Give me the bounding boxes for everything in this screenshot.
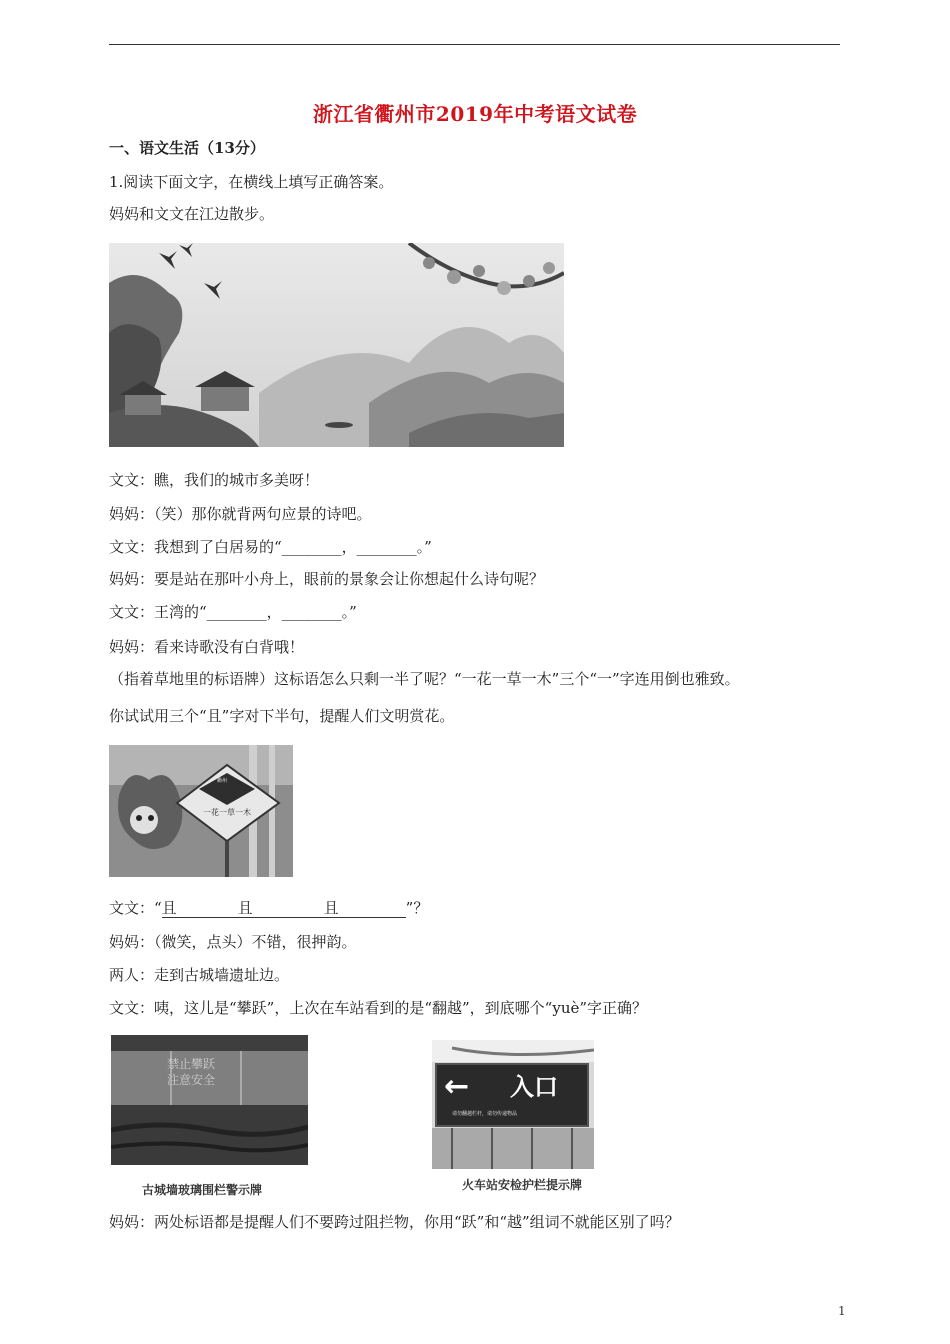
qie-answer-line	[109, 898, 428, 918]
wall-sign-line: 注意安全	[167, 1073, 216, 1087]
station-sign-small: 请勿翻越栏杆，请勿传递物品	[452, 1111, 518, 1117]
station-sign-main: 入口	[510, 1073, 558, 1101]
sign-text: 一花一草一木	[203, 808, 251, 817]
qie-blank-3: 且	[324, 899, 406, 918]
dialogue-line: 妈妈：要是站在那叶小舟上，眼前的景象会让你想起什么诗句呢？	[109, 570, 545, 588]
qie-blank-2: 且	[238, 899, 324, 918]
dialogue-line: 妈妈：两处标语都是提醒人们不要跨过阻拦物，你用“跃”和“越”组词不就能区别了吗？	[109, 1213, 680, 1231]
dialogue-line: 你试试用三个“且”字对下半句，提醒人们文明赏花。	[109, 707, 455, 725]
landscape-painting	[109, 243, 564, 447]
dialogue-line: 妈妈：看来诗歌没有白背哦！	[109, 638, 305, 656]
dialogue-line: 两人：走到古城墙遗址边。	[109, 966, 290, 984]
header-rule	[109, 44, 840, 45]
caption-city-wall: 古城墙玻璃围栏警示牌	[142, 1183, 263, 1197]
dialogue-line: 妈妈：（笑）那你就背两句应景的诗吧。	[109, 505, 372, 523]
qie-prefix: 文文：“	[109, 899, 162, 917]
intro-line: 妈妈和文文在江边散步。	[109, 205, 275, 223]
station-sign-photo	[432, 1040, 594, 1169]
caption-station: 火车站安检护栏提示牌	[462, 1178, 583, 1192]
sign-photo	[109, 745, 293, 877]
dialogue-line: 文文：我想到了白居易的“________，________。”	[109, 538, 432, 556]
wall-sign-line: 禁止攀跃	[167, 1057, 216, 1071]
dialogue-line: 文文：王湾的“________，________。”	[109, 603, 357, 621]
section-heading: 一、语文生活（13分）	[109, 139, 265, 157]
page-title: 浙江省衢州市2019年中考语文试卷	[312, 102, 638, 126]
sign-top-text: 衢州	[217, 778, 228, 784]
dialogue-line: 文文：瞧，我们的城市多美呀！	[109, 471, 320, 489]
arrow-left-icon: ←	[444, 1069, 470, 1104]
dialogue-line: 文文：咦，这儿是“攀跃”，上次在车站看到的是“翻越”，到底哪个“yuè”字正确？	[109, 999, 648, 1017]
dialogue-line: （指着草地里的标语牌）这标语怎么只剩一半了呢？“一花一草一木”三个“一”字连用倒也雅致。	[109, 670, 740, 688]
city-wall-photo	[111, 1035, 308, 1165]
page-number: 1	[838, 1304, 846, 1318]
qie-blank-1: 且	[162, 899, 238, 918]
question-1: 1.阅读下面文字，在横线上填写正确答案。	[109, 173, 394, 191]
qie-suffix: ”？	[405, 899, 429, 917]
dialogue-line: 妈妈：（微笑，点头）不错，很押韵。	[109, 933, 357, 951]
